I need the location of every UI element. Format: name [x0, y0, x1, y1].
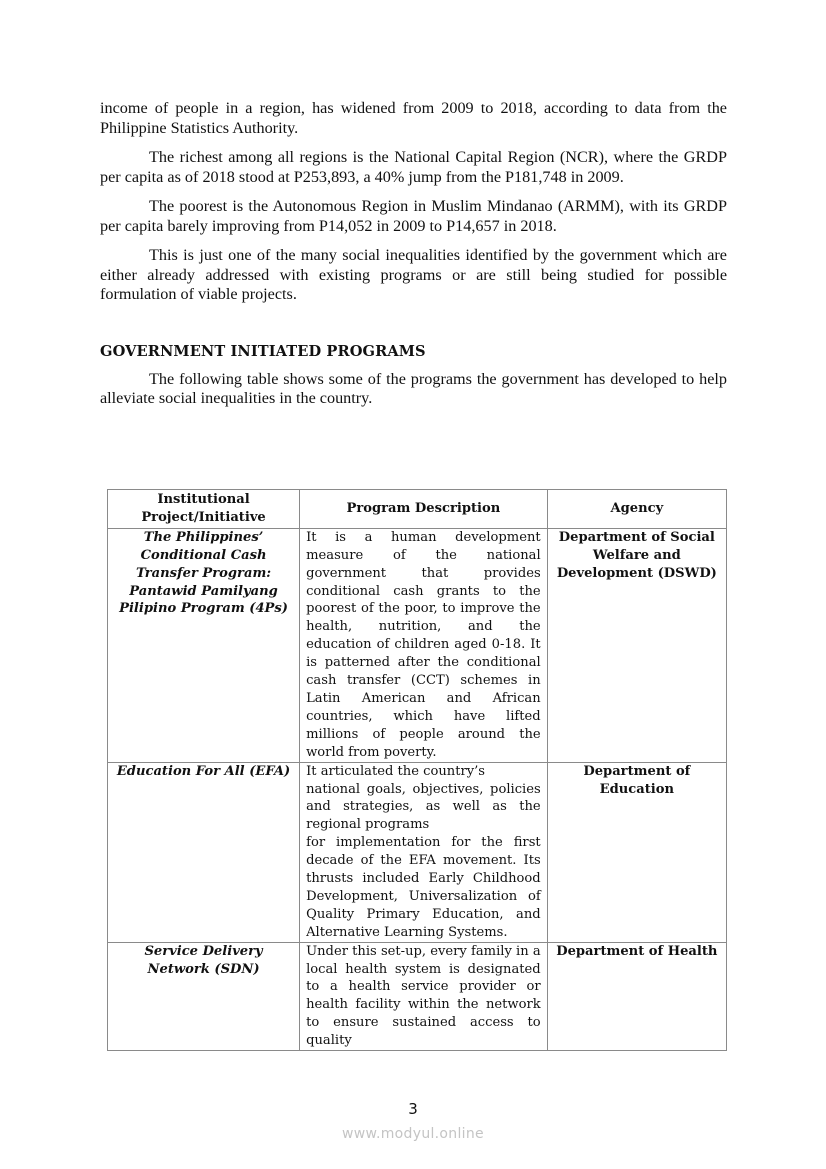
paragraph-income-gap: income of people in a region, has widened from 2009 to 2018, according to data from the Philippine Statistics Authority. — [100, 99, 727, 137]
document-page — [100, 99, 727, 419]
agency-cell: Department of Health — [547, 942, 726, 1050]
agency-cell: Department of Social Welfare and Development (DSWD) — [547, 528, 726, 762]
description-cell: It is a human development measure of the national government that provides conditional cash grants to the poorest of the poor, to improve the health, nutrition, and the education of children aged 0-18. It is patterned after the conditional cash transfer (CCT) schemes in Latin American and African countries, which have lifted millions of people around the world from poverty. — [300, 528, 548, 762]
header-agency: Agency — [547, 490, 726, 529]
description-cell — [300, 762, 548, 942]
programs-table — [107, 489, 727, 1051]
table-row — [108, 762, 727, 942]
watermark: www.modyul.online — [342, 1126, 484, 1142]
project-cell: The Philippines’ Conditional Cash Transfer Program: Pantawid Pamilyang Pilipino Program (4Ps) — [108, 528, 300, 762]
table-header-row — [108, 490, 727, 529]
header-project: Institutional Project/Initiative — [108, 490, 300, 529]
project-cell: Service Delivery Network (SDN) — [108, 942, 300, 1050]
section-heading: GOVERNMENT INITIATED PROGRAMS — [100, 342, 426, 360]
project-cell: Education For All (EFA) — [108, 762, 300, 942]
description-line: It articulated the country’s — [306, 763, 486, 779]
header-description: Program Description — [300, 490, 548, 529]
paragraph-inequalities: This is just one of the many social inequalities identified by the government which are either already addressed with existing programs or are still being studied for possible formulation of viable projects. — [100, 246, 727, 303]
table-row — [108, 942, 727, 1050]
description-cell: Under this set-up, every family in a local health system is designated to a health service provider or health facility within the network to ensure sustained access to quality — [300, 942, 548, 1050]
section-intro: The following table shows some of the programs the government has developed to help alleviate social inequalities in the country. — [100, 369, 727, 407]
agency-cell: Department of Education — [547, 762, 726, 942]
paragraph-armm: The poorest is the Autonomous Region in Muslim Mindanao (ARMM), with its GRDP per capita barely improving from P14,052 in 2009 to P14,657 in 2018. — [100, 197, 727, 235]
page-number: 3 — [408, 1100, 418, 1118]
paragraph-ncr: The richest among all regions is the National Capital Region (NCR), where the GRDP per capita as of 2018 stood at P253,893, a 40% jump from the P181,748 in 2009. — [100, 148, 727, 186]
table-row — [108, 528, 727, 762]
description-line: national goals, objectives, policies and strategies, as well as the regional programs — [306, 781, 541, 833]
description-line: for implementation for the first decade of the EFA movement. Its thrusts included Early Childhood Development, Universalization of Quality Primary Education, and Alternative Learning Systems. — [306, 835, 541, 940]
